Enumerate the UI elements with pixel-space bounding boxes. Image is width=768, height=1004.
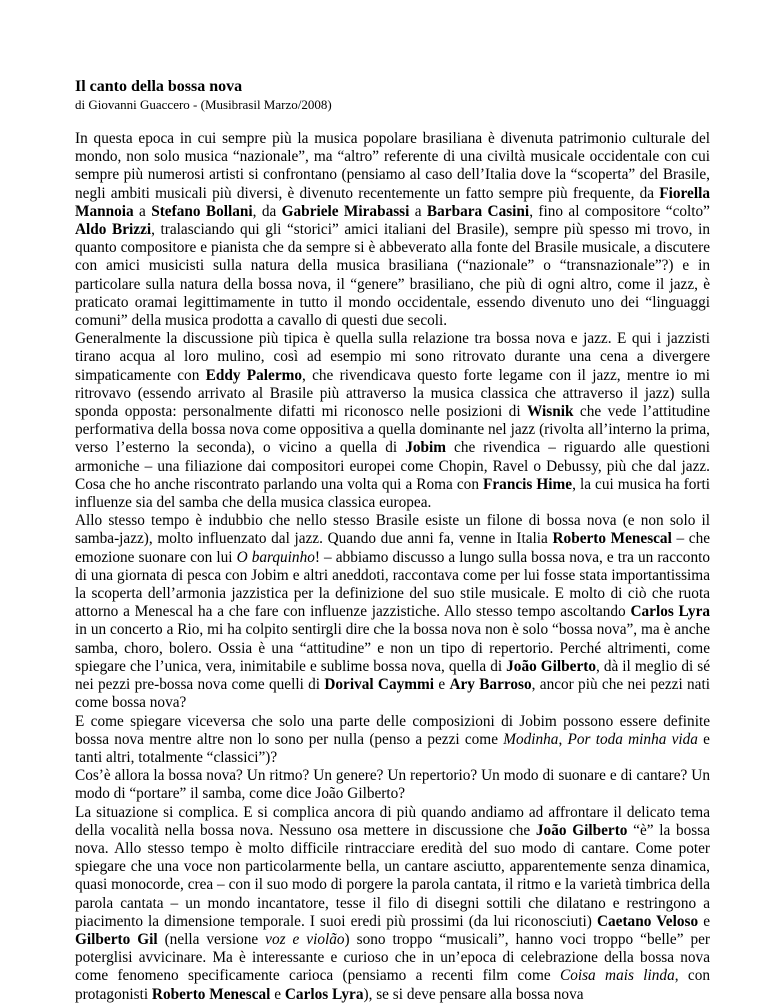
byline: di Giovanni Guaccero - (Musibrasil Marzo/2008) bbox=[75, 97, 332, 112]
paragraph-1 bbox=[75, 130, 710, 330]
artist-name: Wisnik bbox=[527, 403, 574, 421]
artist-name: João Gilberto bbox=[535, 821, 628, 839]
paragraph-6 bbox=[75, 804, 710, 1004]
artist-name: Ary Barroso bbox=[449, 676, 532, 694]
text: a bbox=[409, 202, 427, 220]
text: “è” la bossa nova. Allo stesso tempo è molto difficile rintracciare eredità del suo modo di cantare. Come poter spiegare che una voce non particolarmente bella, un cantare asciutto, apparentemente senza dinamica, quasi monocorde, crea – con il suo modo di porgere la parola cantata, il ritmo e la varietà timbrica della parola cantata – un mondo incantatore, tesse il filo di disegni sottili che dilatano e restringono a piacimento la dimensione temporale. I suoi eredi più prossimi (da lui riconosciuti) bbox=[75, 821, 711, 930]
paragraph-2 bbox=[75, 330, 710, 512]
artist-name: Francis Hime bbox=[483, 475, 573, 493]
text: , ancor più che nei pezzi nati come bossa nova? bbox=[75, 676, 710, 712]
artist-name: Carlos Lyra bbox=[284, 985, 364, 1003]
text: e bbox=[434, 676, 450, 694]
text: – che emozione suonare con lui bbox=[75, 530, 711, 566]
song-title: O barquinho bbox=[236, 548, 315, 566]
artist-name: Jobim bbox=[405, 439, 446, 457]
text: a bbox=[133, 202, 152, 220]
text: , da bbox=[252, 202, 282, 220]
artist-name: João Gilberto bbox=[506, 657, 596, 675]
text: Allo stesso tempo è indubbio che nello stesso Brasile esiste un filone di bossa nova (e non solo il samba-jazz), molto influenzato dal jazz. Quando due anni fa, venne in Italia bbox=[75, 512, 710, 548]
artist-name: Dorival Caymmi bbox=[324, 676, 435, 694]
song-title: Modinha bbox=[503, 730, 559, 748]
artist-name: Roberto Menescal bbox=[552, 530, 672, 548]
text: e bbox=[270, 985, 285, 1003]
text: in un concerto a Rio, mi ha colpito sentirgli dire che la bossa nova non è solo “bossa nova”, ma è anche samba, choro, bolero. Ossia è una “attitudine” e non un tipo di repertorio. Perché altrimenti, come spiegare che l’unica, vera, inimitabile e sublime bossa nova, quella di bbox=[75, 621, 710, 675]
text: , con protagonisti bbox=[75, 967, 710, 1003]
text: ), se si deve pensare alla bossa nova bbox=[363, 985, 584, 1003]
page-title: Il canto della bossa nova bbox=[75, 78, 243, 95]
text: , tralasciando qui gli “storici” amici italiani del Brasile), sempre più spesso mi trovo, in quanto compositore e pianista che da sempre si è abbeverato alla fonte del Brasile musicale, a discutere con amici musicisti sulla natura della musica brasiliana (“nazionale” o “transnazionale”?) e in particolare sulla natura della bossa nova, il “genere” brasiliano, che più di ogni altro, come il jazz, è praticato oramai legittimamente in tutto il mondo occidentale, essendo divenuto uno dei “linguaggi comuni” della musica prodotta a cavallo di questi due secoli. bbox=[75, 221, 710, 330]
text: ! – abbiamo discusso a lungo sulla bossa nova, e tra un racconto di una giornata di pesca con Jobim e altri aneddoti, raccontava come per lui fosse stata importantissima la scoperta dell’armonia jazzistica per la definizione del suo stile musicale. E molto di ciò che ruota attorno a Menescal ha a che fare con influenze jazzistiche. Allo stesso tempo ascoltando bbox=[75, 548, 710, 621]
text: e bbox=[698, 912, 710, 930]
text: (nella versione bbox=[157, 930, 266, 948]
paragraph-4 bbox=[75, 713, 710, 768]
paragraph-5: Cos’è allora la bossa nova? Un ritmo? Un genere? Un repertorio? Un modo di suonare e di cantare? Un modo di “portare” il samba, come dice João Gilberto? bbox=[75, 767, 710, 803]
paragraph-3 bbox=[75, 512, 710, 712]
artist-name: Stefano Bollani bbox=[151, 202, 253, 220]
text: che rivendica – riguardo alle questioni armoniche – una filiazione dai compositori europei come Chopin, Ravel o Debussy, più che dal jazz. Cosa che ho anche riscontrato parlando una volta qui a Roma con bbox=[75, 439, 710, 493]
text: Generalmente la discussione più tipica è quella sulla relazione tra bossa nova e jazz. E qui i jazzisti tirano acqua al loro mulino, così ad esempio mi sono ritrovato durante una cena a divergere simpaticamente con bbox=[75, 330, 710, 384]
album-title: voz e violão bbox=[265, 930, 345, 948]
text: In questa epoca in cui sempre più la musica popolare brasiliana è divenuta patrimonio culturale del mondo, non solo musica “nazionale”, ma “altro” referente di una civiltà musicale occidentale con cui sempre più numerosi artisti si confrontano (pensiamo al caso dell’Italia dove la “scoperta” del Brasile, negli ambiti musicali più diversi, è divenuto recentemente un fatto sempre più frequente, da bbox=[75, 130, 710, 202]
artist-name: Gilberto Gil bbox=[75, 930, 158, 948]
artist-name: Roberto Menescal bbox=[151, 985, 271, 1003]
text: , bbox=[558, 730, 568, 748]
artist-name: Eddy Palermo bbox=[205, 366, 302, 384]
text: E come spiegare viceversa che solo una parte delle composizioni di Jobim possono essere definite bossa nova mentre altre non lo sono per nulla (penso a pezzi come bbox=[75, 712, 710, 748]
text: , fino al compositore “colto” bbox=[529, 202, 710, 220]
text: che vede l’attitudine performativa della bossa nova come oppositiva a quella dominante nel jazz (rivolta all’interno la prima, verso l’esterno la seconda), o vicino a quella di bbox=[75, 403, 710, 457]
artist-name: Caetano Veloso bbox=[596, 912, 699, 930]
song-title: Por toda minha vida bbox=[567, 730, 698, 748]
artist-name: Aldo Brizzi bbox=[75, 221, 152, 239]
film-title: Coisa mais linda bbox=[560, 967, 675, 985]
artist-name: Barbara Casini bbox=[426, 202, 530, 220]
text: , la cui musica ha forti influenze sia del samba che della musica classica europea. bbox=[75, 475, 710, 512]
text: e tanti altri, totalmente “classici”)? bbox=[75, 730, 710, 766]
text: La situazione si complica. E si complica ancora di più quando andiamo ad affrontare il delicato tema della vocalità nella bossa nova. Nessuno osa mettere in discussione che bbox=[75, 803, 710, 839]
text: ) sono troppo “musicali”, hanno voci troppo “belle” per poterglisi avvicinare. Ma è interessante e curioso che in un’epoca di celebrazione della bossa nova come fenomeno specificamente carioca (pensiamo a recenti film come bbox=[75, 930, 710, 985]
text: , che rivendicava questo forte legame con il jazz, mentre io mi ritrovavo (essendo arrivato al Brasile più attraverso la musica classica che attraverso il jazz) sulla sponda opposta: personalmente difatti mi riconosco nelle posizioni di bbox=[75, 366, 710, 421]
artist-name: Carlos Lyra bbox=[630, 603, 711, 621]
text: , dà il meglio di sé nei pezzi pre-bossa nova come quelli di bbox=[75, 657, 710, 694]
artist-name: Fiorella Mannoia bbox=[75, 184, 710, 220]
artist-name: Gabriele Mirabassi bbox=[281, 202, 410, 220]
